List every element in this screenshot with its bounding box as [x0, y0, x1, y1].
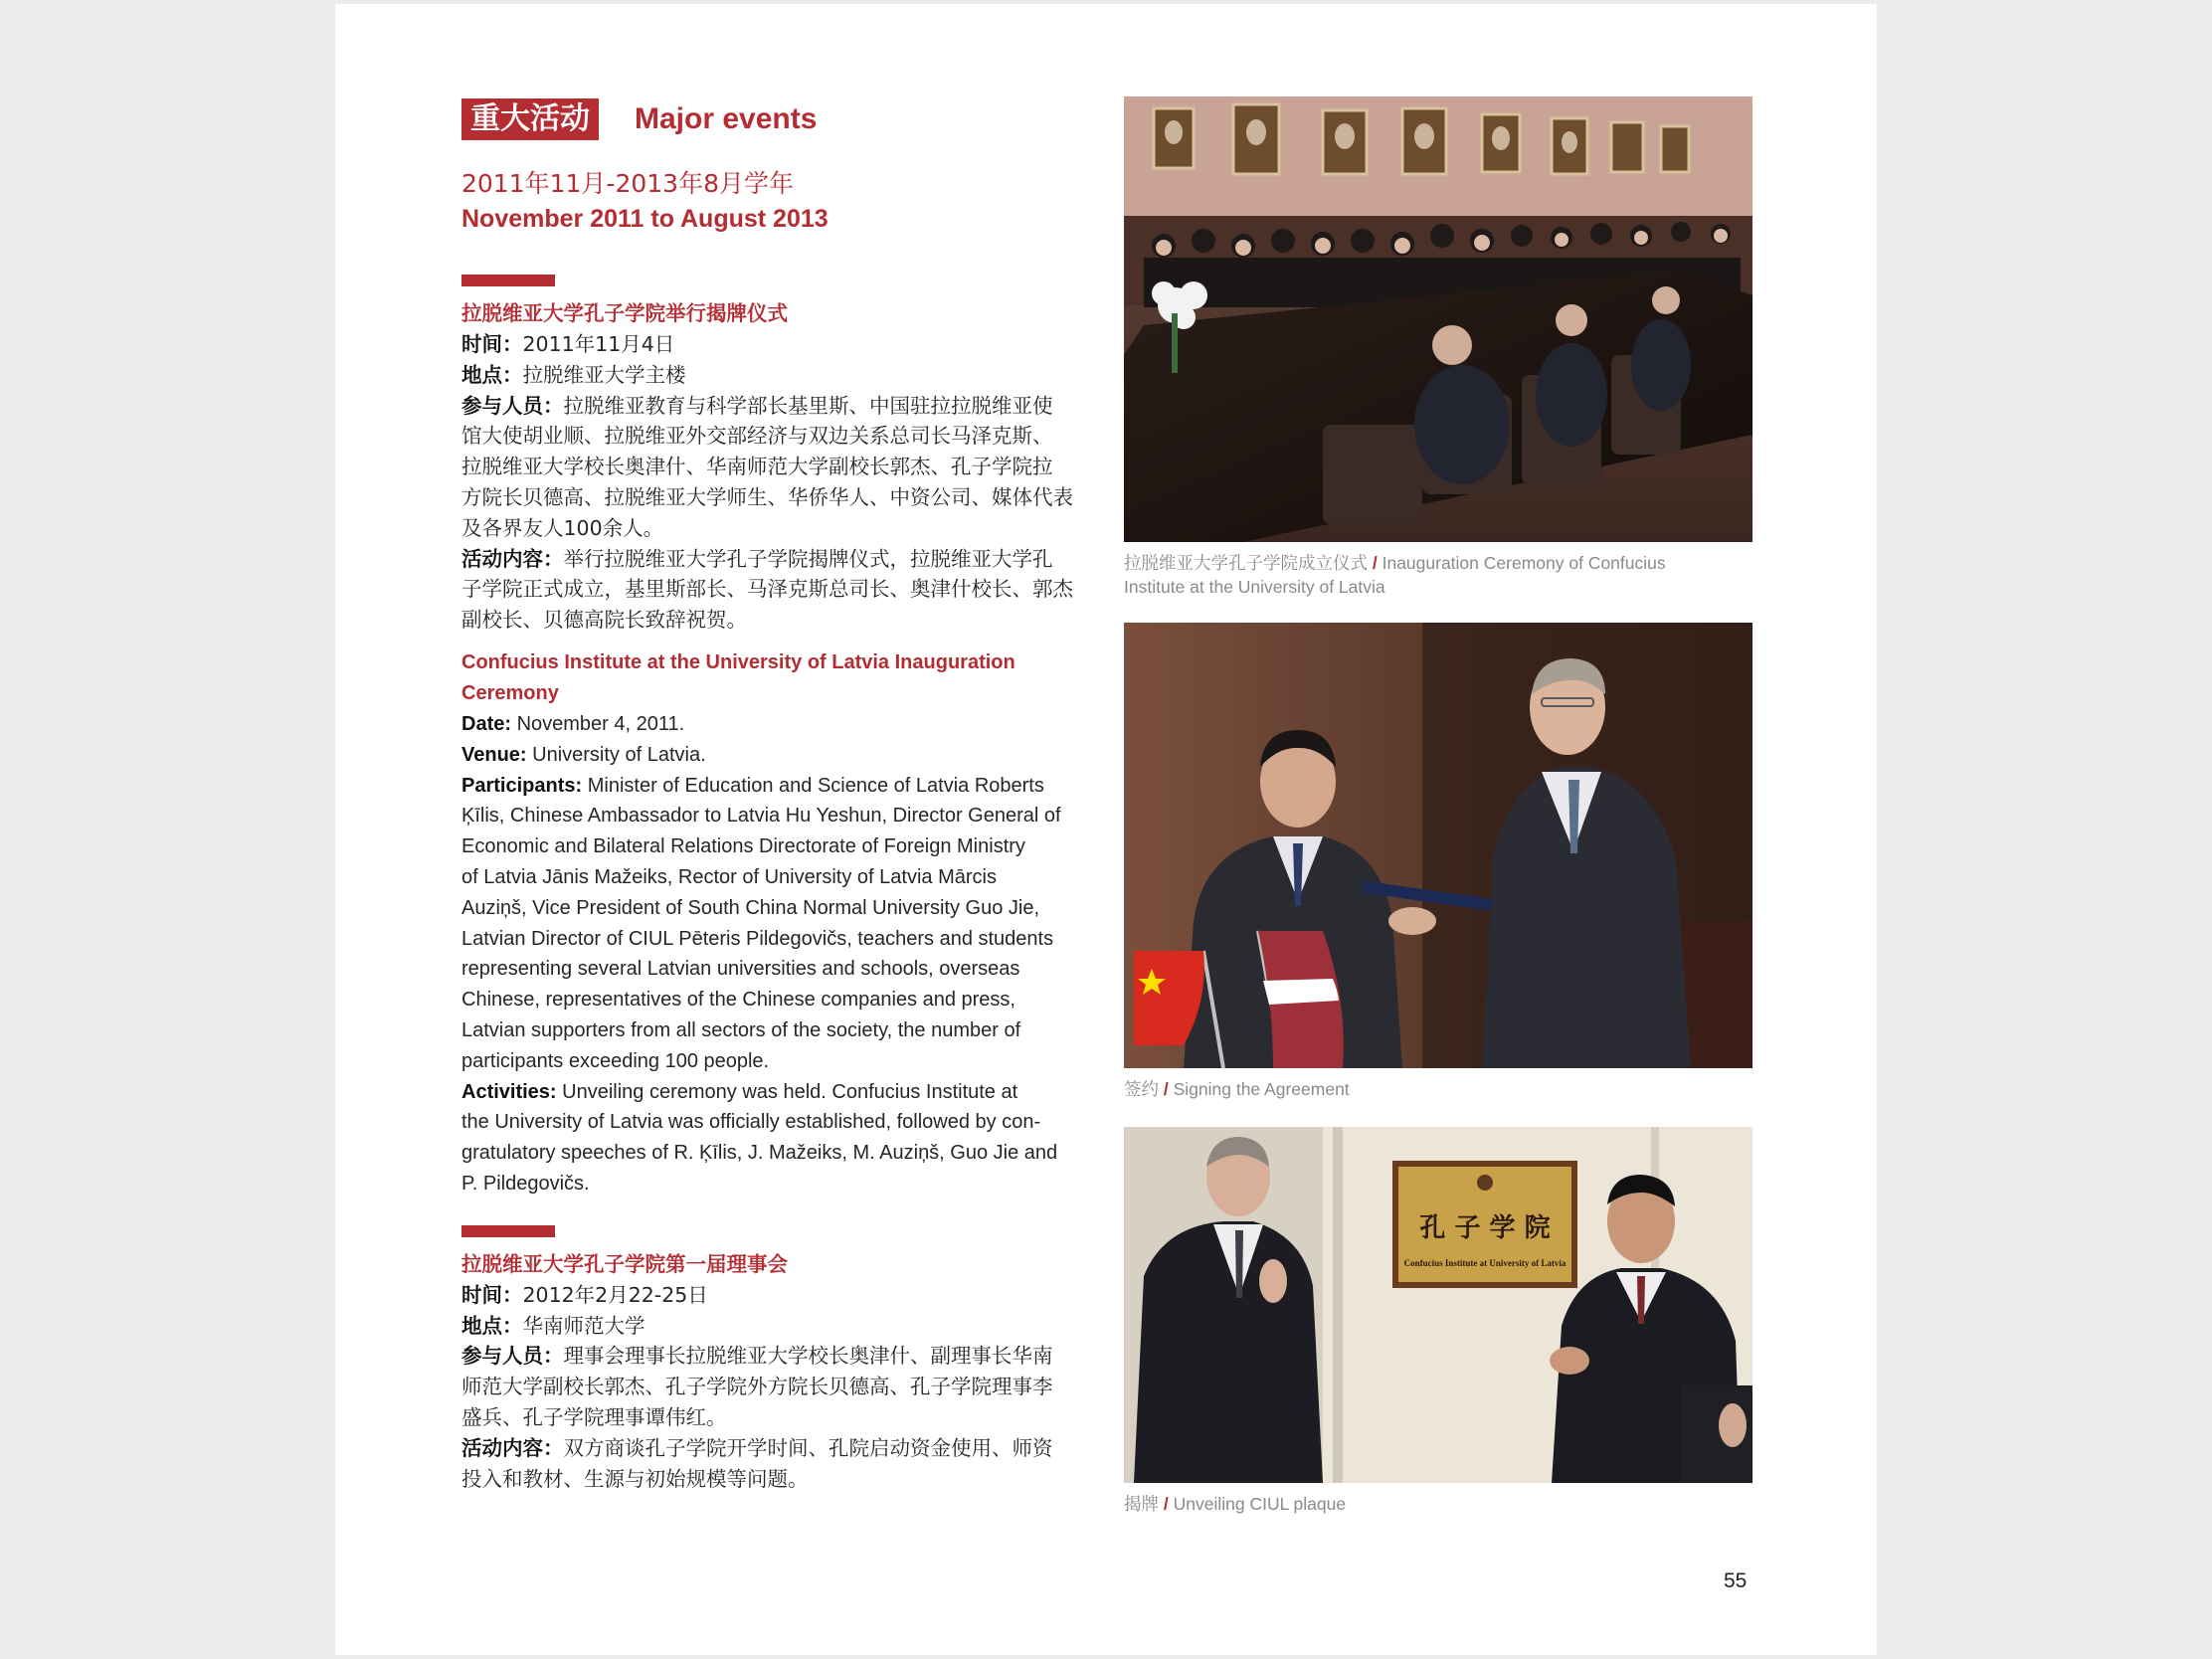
- caption-line: [1124, 1077, 1752, 1101]
- caption-en-cont: Institute at the University of Latvia: [1124, 577, 1385, 597]
- caption-en: Unveiling CIUL plaque: [1173, 1494, 1347, 1514]
- event2-place: [461, 1311, 1088, 1342]
- section-header: [461, 97, 1088, 141]
- caption-slash: /: [1159, 1494, 1174, 1514]
- text-line: of Latvia Jānis Mažeiks, Rector of University of Latvia Mārcis: [461, 865, 997, 888]
- caption-line: [1124, 1492, 1752, 1516]
- place-value: 拉脱维亚大学主楼: [522, 362, 686, 387]
- page-number: 55: [1724, 1569, 1748, 1592]
- text-line: 双方商谈孔子学院开学时间、孔院启动资金使用、师资: [563, 1435, 1053, 1460]
- text-line: the University of Latvia was officially established, followed by con-: [461, 1111, 1041, 1134]
- photo-inauguration: [1124, 96, 1752, 542]
- text-line: 理事会理事长拉脱维亚大学校长奥津什、副理事长华南: [563, 1344, 1053, 1369]
- text-line: P. Pildegovičs.: [461, 1172, 590, 1195]
- text-line: 盛兵、孔子学院理事谭伟红。: [461, 1404, 727, 1429]
- caption-cn: 拉脱维亚大学孔子学院成立仪式: [1124, 553, 1368, 573]
- photo-caption-1: [1124, 551, 1752, 599]
- caption-line: [1124, 551, 1752, 575]
- event2-activities: [461, 1433, 1088, 1464]
- event1-title-en-cont: Ceremony: [461, 681, 559, 704]
- venue-label: Venue:: [461, 743, 527, 766]
- event1-venue: [461, 740, 1088, 771]
- event2-time: [461, 1280, 1088, 1311]
- event1-en-block: [461, 647, 1088, 1199]
- place-value: 华南师范大学: [522, 1313, 645, 1338]
- event1-participants: [461, 391, 1088, 422]
- text-line: 馆大使胡业顺、拉脱维亚外交部经济与双边关系总司长马泽克斯、: [461, 424, 1053, 449]
- plaque-en-text: Confucius Institute at University of Latvia: [1403, 1258, 1567, 1268]
- participants-label: 参与人员：: [461, 393, 564, 418]
- section-divider: [461, 1225, 555, 1237]
- text-line: representing several Latvian universities and schools, overseas: [461, 958, 1020, 981]
- unveiling-photo-image: [1124, 1127, 1752, 1483]
- text-line: Unveiling ceremony was held. Confucius Institute at: [556, 1080, 1018, 1103]
- photo-column: [1124, 96, 1752, 1516]
- venue-value: University of Latvia.: [526, 743, 706, 766]
- caption-slash: /: [1159, 1079, 1174, 1099]
- text-line: gratulatory speeches of R. Ķīlis, J. Mažeiks, M. Auziņš, Guo Jie and: [461, 1142, 1058, 1165]
- text-line: Latvian Director of CIUL Pēteris Pildegovičs, teachers and students: [461, 927, 1054, 950]
- section-divider: [461, 275, 555, 286]
- text-column: [461, 97, 1088, 1494]
- text-line: 投入和教材、生源与初始规模等问题。: [461, 1466, 809, 1491]
- time-value: 2012年2月22-25日: [522, 1282, 708, 1307]
- caption-cn: 签约: [1124, 1079, 1159, 1099]
- event1-cn-block: [461, 298, 1088, 636]
- event1-activities: [461, 544, 1088, 575]
- event1-title-cn: 拉脱维亚大学孔子学院举行揭牌仪式: [461, 301, 788, 325]
- photo-caption-2: [1124, 1077, 1752, 1101]
- photo-caption-3: [1124, 1492, 1752, 1516]
- event2-participants: [461, 1341, 1088, 1372]
- text-line: Latvian supporters from all sectors of the society, the number of: [461, 1018, 1021, 1041]
- event1-time: [461, 329, 1088, 360]
- text-line: 拉脱维亚教育与科学部长基里斯、中国驻拉拉脱维亚使: [563, 393, 1053, 418]
- caption-en: Inauguration Ceremony of Confucius: [1382, 553, 1666, 573]
- text-line: 方院长贝德高、拉脱维亚大学师生、华侨华人、中资公司、媒体代表: [461, 484, 1073, 509]
- date-label: Date:: [461, 712, 512, 735]
- section-title-en: Major events: [635, 102, 818, 135]
- event1-date: [461, 709, 1088, 740]
- event1-place: [461, 360, 1088, 391]
- text-line: 副校长、贝德高院长致辞祝贺。: [461, 608, 747, 633]
- section-badge-cn: 重大活动: [461, 98, 599, 140]
- participants-en-label: Participants:: [461, 774, 583, 797]
- activities-label: 活动内容：: [461, 546, 564, 571]
- event1-title-en: Confucius Institute at the University of Latvia Inauguration: [461, 650, 1015, 673]
- document-page: [335, 4, 1877, 1655]
- event2-cn-block: [461, 1249, 1088, 1495]
- caption-en: Signing the Agreement: [1173, 1079, 1350, 1099]
- event1-activities-en: [461, 1077, 1088, 1108]
- text-line: Auziņš, Vice President of South China Normal University Guo Jie,: [461, 896, 1040, 919]
- activities-label: 活动内容：: [461, 1435, 564, 1460]
- text-line: Chinese, representatives of the Chinese companies and press,: [461, 989, 1015, 1012]
- text-line: 子学院正式成立，基里斯部长、马泽克斯总司长、奥津什校长、郭杰: [461, 577, 1073, 602]
- time-label: 时间：: [461, 1282, 523, 1307]
- date-value: November 4, 2011.: [511, 712, 685, 735]
- place-label: 地点：: [461, 1313, 523, 1338]
- time-value: 2011年11月4日: [522, 332, 675, 356]
- text-line: 及各界友人100余人。: [461, 515, 664, 540]
- caption-cn: 揭牌: [1124, 1494, 1159, 1514]
- text-line: 师范大学副校长郭杰、孔子学院外方院长贝德高、孔子学院理事李: [461, 1375, 1053, 1399]
- text-line: participants exceeding 100 people.: [461, 1049, 770, 1072]
- participants-label: 参与人员：: [461, 1344, 564, 1369]
- place-label: 地点：: [461, 362, 523, 387]
- text-line: 举行拉脱维亚大学孔子学院揭牌仪式，拉脱维亚大学孔: [563, 546, 1053, 571]
- photo-signing: [1124, 623, 1752, 1068]
- text-line: 拉脱维亚大学校长奥津什、华南师范大学副校长郭杰、孔子学院拉: [461, 455, 1053, 479]
- plaque-cn-text: 孔 子 学 院: [1419, 1213, 1551, 1243]
- text-line: Minister of Education and Science of Latvia Roberts: [582, 774, 1044, 797]
- event2-title-cn: 拉脱维亚大学孔子学院第一届理事会: [461, 1251, 788, 1276]
- text-line: Economic and Bilateral Relations Directorate of Foreign Ministry: [461, 835, 1025, 858]
- activities-en-label: Activities:: [461, 1080, 557, 1103]
- signing-photo-image: [1124, 623, 1752, 1068]
- period-cn: 2011年11月-2013年8月学年: [461, 169, 794, 198]
- inauguration-photo-image: [1124, 96, 1752, 542]
- photo-unveiling: [1124, 1127, 1752, 1483]
- period-en: November 2011 to August 2013: [461, 205, 829, 233]
- time-label: 时间：: [461, 332, 523, 356]
- event1-participants-en: [461, 771, 1088, 802]
- text-line: Ķīlis, Chinese Ambassador to Latvia Hu Yeshun, Director General of: [461, 805, 1061, 828]
- caption-slash: /: [1368, 553, 1382, 573]
